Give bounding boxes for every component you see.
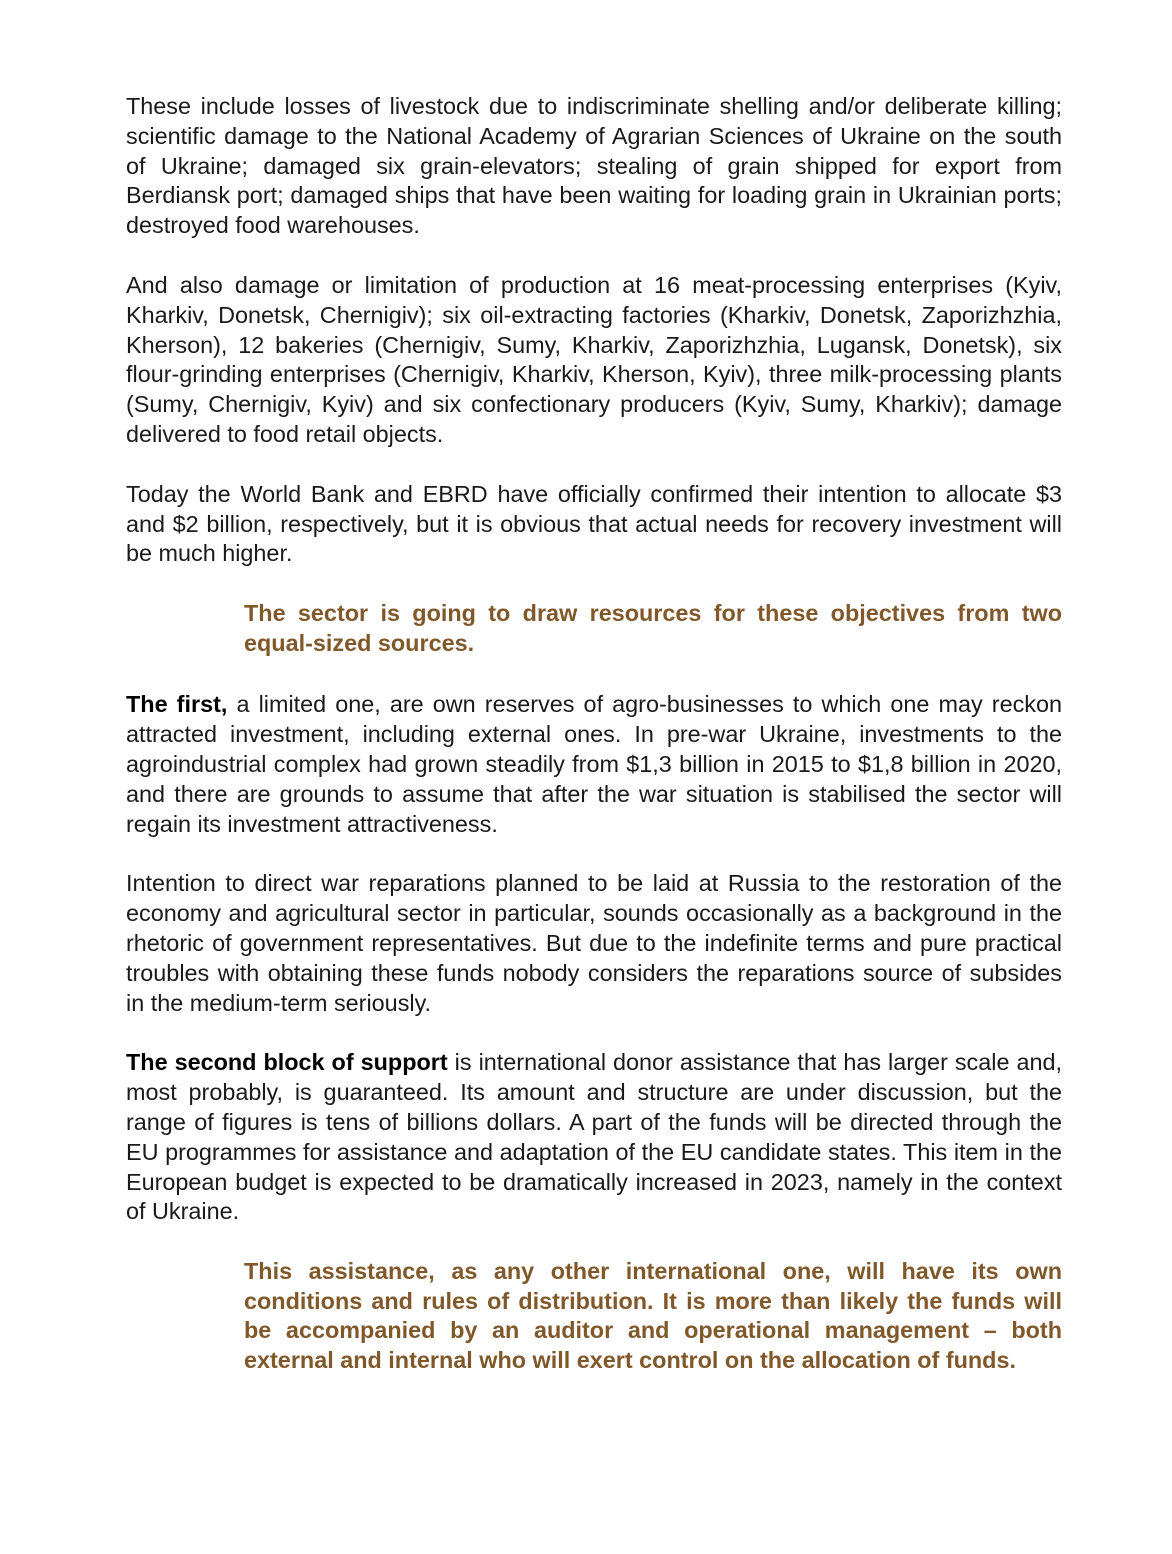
paragraph-losses: These include losses of livestock due to indiscriminate shelling and/or deliberate killing; scientific damage to the National Academy of Agrarian Sciences of Ukraine on the south of Ukraine; damaged six grain-elevators; stealing of grain shipped for export from Berdiansk port; damaged ships that have been waiting for loading grain in Ukrainian ports; destroyed food warehouses. — [126, 93, 1062, 239]
paragraph-world-bank-ebrd: Today the World Bank and EBRD have officially confirmed their intention to allocate $3 and $2 billion, respectively, but it is obvious that actual needs for recovery investment will be much higher. — [126, 480, 1062, 567]
paragraph-war-reparations: Intention to direct war reparations planned to be laid at Russia to the restoration of the economy and agricultural sector in particular, sounds occasionally as a background in the rhetoric of government representatives. But due to the indefinite terms and pure practical troubles with obtaining these funds nobody considers the reparations source of subsides in the medium-term seriously. — [126, 870, 1062, 1016]
document-page — [126, 92, 1062, 1407]
paragraph-enterprise-damage: And also damage or limitation of production at 16 meat-processing enterprises (Kyiv, Kharkiv, Donetsk, Chernigiv); six oil-extracting factories (Kharkiv, Donetsk, Zaporizhzhia, Kherson), 12 bakeries (Chernigiv, Sumy, Kharkiv, Zaporizhzhia, Lugansk, Donetsk), six flour-grinding enterprises (Chernigiv, Kharkiv, Kherson, Kyiv), three milk-processing plants (Sumy, Chernigiv, Kyiv) and six confectionary producers (Kyiv, Sumy, Kharkiv); damage delivered to food retail objects. — [126, 271, 1062, 447]
paragraph-second-block-body: is international donor assistance that has larger scale and, most probably, is guaranteed. Its amount and structure are under discussion, but the range of figures is tens of billions dollars. A part of the funds will be directed through the EU programmes for assistance and adaptation of the EU candidate states. This item in the European budget is expected to be dramatically increased in 2023, namely in the context of Ukraine. — [126, 1049, 1062, 1225]
paragraph-first-source-lead: The first, — [126, 691, 228, 718]
paragraph-first-source — [126, 690, 1062, 839]
paragraph-first-source-body: a limited one, are own reserves of agro-businesses to which one may reckon attracted investment, including external ones. In pre-war Ukraine, investments to the agroindustrial complex had grown steadily from $1,3 billion in 2015 to $1,8 billion in 2020, and there are grounds to assume that after the war situation is stabilised the sector will regain its investment attractiveness. — [126, 691, 1062, 837]
callout-two-sources: The sector is going to draw resources for these objectives from two equal-sized sources. — [244, 600, 1062, 656]
paragraph-second-block-lead: The second block of support — [126, 1049, 448, 1076]
callout-assistance-conditions: This assistance, as any other international one, will have its own conditions and rules of distribution. It is more than likely the funds will be accompanied by an auditor and operational management – both external and internal who will exert control on the allocation of funds. — [244, 1258, 1062, 1373]
paragraph-second-block — [126, 1048, 1062, 1227]
